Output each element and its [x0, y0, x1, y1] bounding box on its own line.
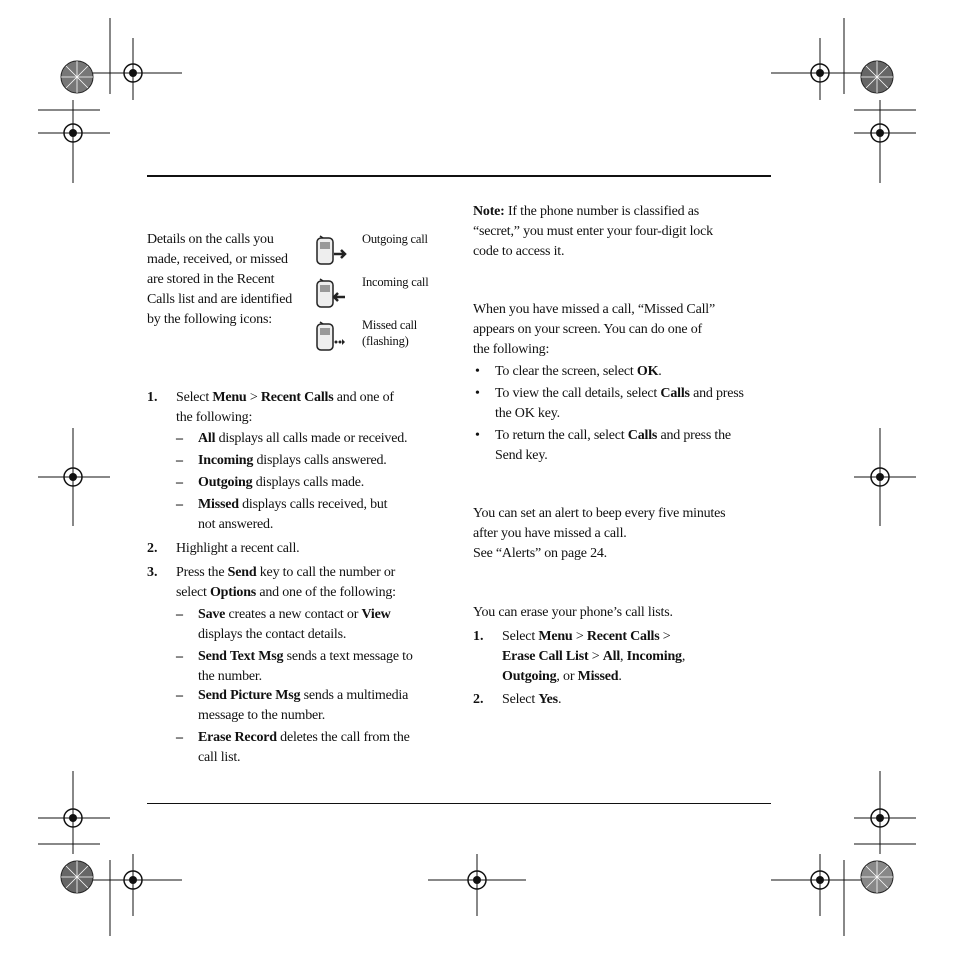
bullet-clear-screen: To clear the screen, select OK. — [495, 364, 662, 379]
dash-7: – — [176, 688, 183, 703]
incoming-call-label: Incoming call — [362, 275, 429, 289]
erase-step-2-number: 2. — [473, 692, 484, 707]
icons-intro: Details on the calls you made, received, or missed are stored in the Recent Calls list and are identified by the following icons: — [147, 232, 293, 327]
step-2-text: Highlight a recent call. — [176, 541, 300, 556]
step-3-number: 3. — [147, 565, 158, 580]
step-1-number: 1. — [147, 390, 158, 405]
missed-label-line1: Missed call — [362, 318, 418, 332]
alert-paragraph: You can set an alert to beep every five minutes after you have missed a call. See “Alerts” on page 24. — [473, 506, 726, 561]
note-paragraph: Note: If the phone number is classified as “secret,” you must enter your four-digit lock code to access it. — [473, 204, 713, 259]
missed-call-paragraph: When you have missed a call, “Missed Call” appears on your screen. You can do one of the following: — [473, 302, 715, 357]
option-save: Save creates a new contact or View displays the contact details. — [198, 607, 391, 642]
dash-6: – — [176, 649, 183, 664]
bullet-return-call: To return the call, select Calls and press the Send key. — [495, 428, 731, 463]
bullet-1: • — [475, 364, 480, 379]
step-1-text: Select Menu > Recent Calls and one of the following: — [176, 390, 394, 425]
incoming-call-icon — [313, 277, 353, 311]
dash-4: – — [176, 497, 183, 512]
option-incoming: Incoming displays calls answered. — [198, 453, 387, 468]
option-erase-record: Erase Record deletes the call from the call list. — [198, 730, 410, 765]
dash-8: – — [176, 730, 183, 745]
missed-call-icon — [313, 320, 353, 354]
option-send-picture: Send Picture Msg sends a multimedia message to the number. — [198, 688, 409, 723]
option-missed: Missed displays calls received, but not answered. — [198, 497, 388, 532]
dash-2: – — [176, 453, 183, 468]
step-2-number: 2. — [147, 541, 158, 556]
dash-3: – — [176, 475, 183, 490]
bullet-2: • — [475, 386, 480, 401]
outgoing-call-icon — [313, 234, 353, 268]
erase-step-1-number: 1. — [473, 629, 484, 644]
erase-step-2-text: Select Yes. — [502, 692, 562, 707]
step-3-text: Press the Send key to call the number or select Options and one of the following: — [176, 565, 396, 600]
missed-label-line2: (flashing) — [362, 334, 409, 348]
dash-1: – — [176, 431, 183, 446]
option-send-text: Send Text Msg sends a text message to the number. — [198, 649, 413, 684]
outgoing-call-label: Outgoing call — [362, 232, 428, 246]
bullet-view-details: To view the call details, select Calls and press the OK key. — [495, 386, 744, 421]
option-outgoing: Outgoing displays calls made. — [198, 475, 365, 490]
bullet-3: • — [475, 428, 480, 443]
erase-intro: You can erase your phone’s call lists. — [473, 605, 673, 620]
missed-call-label — [362, 317, 417, 349]
option-all: All displays all calls made or received. — [198, 431, 408, 446]
erase-step-1-text: Select Menu > Recent Calls > Erase Call List > All, Incoming, Outgoing, or Missed. — [502, 629, 686, 684]
dash-5: – — [176, 607, 183, 622]
